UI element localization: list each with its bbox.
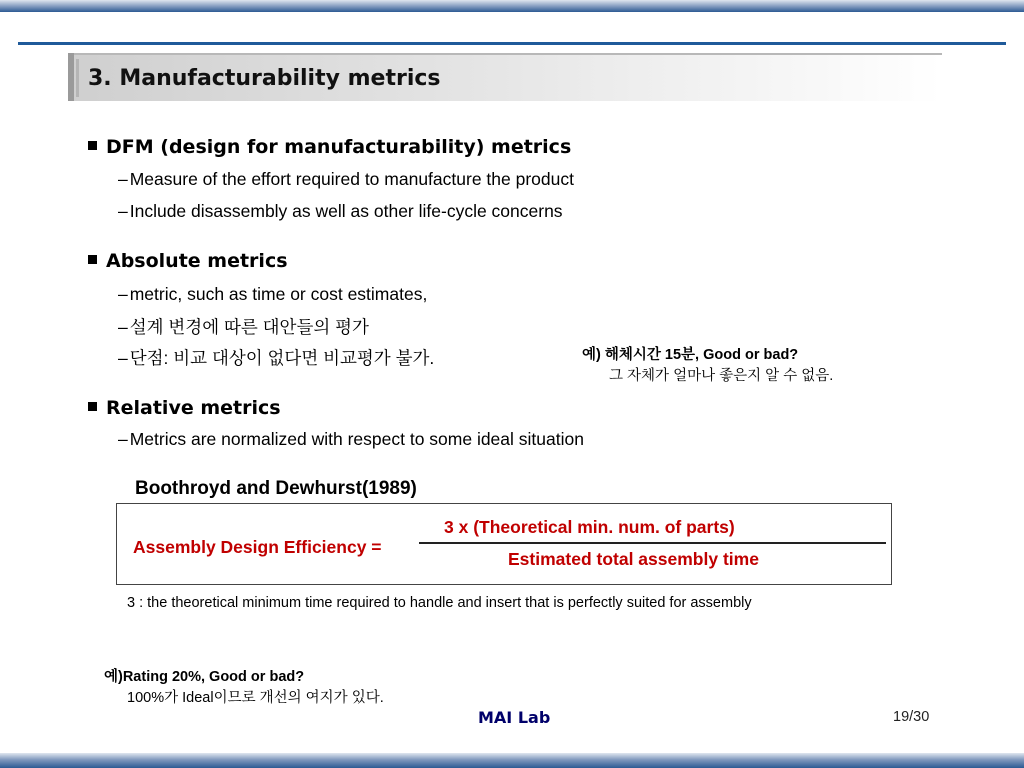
fraction-line [419, 542, 886, 544]
list-item-text: 단점: 비교 대상이 없다면 비교평가 불가. [129, 348, 435, 368]
section-heading-text: DFM (design for manufacturability) metrics [106, 136, 572, 158]
reference-heading: Boothroyd and Dewhurst(1989) [135, 478, 417, 499]
section-heading-absolute [88, 250, 288, 272]
title-bar-inner-edge [76, 59, 79, 97]
example-note-line2: 그 자체가 얼마나 좋은지 알 수 없음. [609, 368, 834, 384]
bullet-square-icon [88, 141, 97, 150]
dash-icon: – [118, 429, 128, 449]
dash-icon: – [118, 317, 128, 337]
formula-denominator: Estimated total assembly time [508, 549, 759, 569]
dash-icon: – [118, 284, 128, 304]
formula-lhs: Assembly Design Efficiency = [133, 537, 382, 557]
example2-line1: 예)Rating 20%, Good or bad? [104, 669, 305, 685]
section-heading-relative [88, 397, 281, 419]
list-item [118, 314, 369, 339]
formula-numerator: 3 x (Theoretical min. num. of parts) [444, 517, 735, 537]
section-heading-dfm [88, 136, 571, 158]
page-number: 19/30 [893, 709, 930, 725]
section-heading-text: Relative metrics [106, 397, 281, 419]
dash-icon: – [118, 201, 128, 221]
list-item [118, 345, 434, 370]
list-item-text: Measure of the effort required to manufacture the product [129, 169, 574, 189]
bullet-square-icon [88, 402, 97, 411]
bottom-decorative-band [0, 753, 1024, 768]
list-item [118, 169, 574, 190]
list-item-text: metric, such as time or cost estimates, [129, 284, 428, 304]
section-heading-text: Absolute metrics [106, 250, 288, 272]
top-decorative-band [0, 0, 1024, 12]
title-bar-edge [68, 53, 74, 101]
list-item-text: Include disassembly as well as other life-cycle concerns [129, 201, 563, 221]
formula-footnote: 3 : the theoretical minimum time required to handle and insert that is perfectly suited for assembly [127, 595, 752, 611]
dash-icon: – [118, 169, 128, 189]
dash-icon: – [118, 348, 128, 368]
list-item-text: 설계 변경에 따른 대안들의 평가 [129, 317, 369, 337]
slide-title: 3. Manufacturability metrics [88, 66, 441, 91]
example-note-line1: 예) 해체시간 15분, Good or bad? [582, 347, 799, 363]
list-item [118, 429, 584, 450]
header-rule [18, 42, 1006, 45]
list-item [118, 201, 563, 222]
example2-line2: 100%가 Ideal이므로 개선의 여지가 있다. [127, 690, 384, 706]
list-item-text: Metrics are normalized with respect to some ideal situation [129, 429, 584, 449]
bullet-square-icon [88, 255, 97, 264]
footer-lab-label: MAI Lab [478, 708, 551, 727]
list-item [118, 284, 427, 305]
title-bar-top-line [68, 53, 942, 55]
